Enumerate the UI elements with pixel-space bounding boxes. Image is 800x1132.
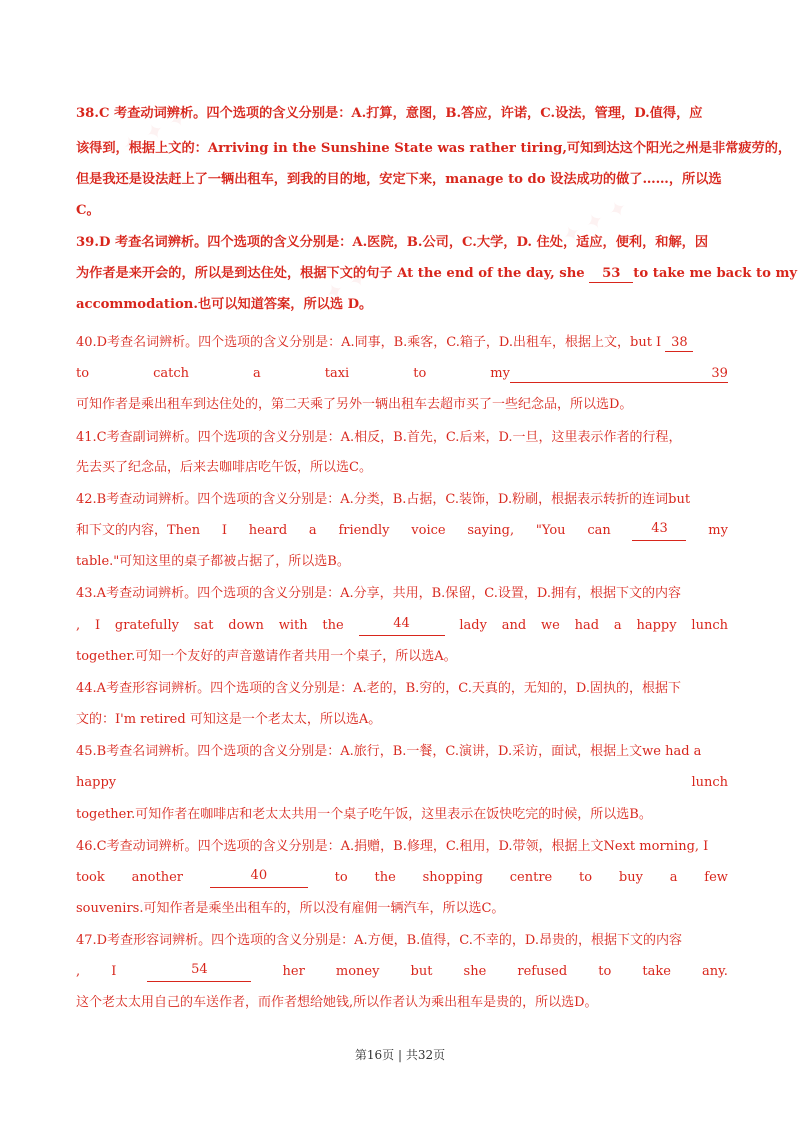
word: take bbox=[642, 964, 671, 979]
q39-text-b: to take me back to my bbox=[633, 266, 798, 281]
q45-line-1: 45.B考查名词辨析。四个选项的含义分别是：A.旅行，B.一餐，C.演讲，D.采访，面试，根据上文we had a bbox=[76, 744, 702, 759]
word: lady bbox=[459, 618, 487, 633]
word: and bbox=[501, 618, 527, 633]
word: to bbox=[413, 366, 427, 381]
word: I bbox=[111, 964, 117, 979]
q42-line-1: 42.B考查动词辨析。四个选项的含义分别是：A.分类，B.占据，C.装饰，D.粉刷，根据表示转折的连词but bbox=[76, 492, 691, 507]
word: catch bbox=[153, 366, 189, 381]
word: heard bbox=[248, 523, 288, 538]
word: "You bbox=[535, 523, 566, 538]
q40-line-3: 可知作者是乘出租车到达住处的，第二天乘了另外一辆出租车去超市买了一些纪念品，所以选D。 bbox=[76, 397, 633, 412]
answer-blank-44: 44 bbox=[359, 616, 445, 636]
word: a bbox=[613, 618, 622, 633]
answer-blank-38: 38 bbox=[665, 335, 693, 352]
q43-line-2 bbox=[76, 616, 728, 636]
word: money bbox=[335, 964, 380, 979]
q42-line-2 bbox=[76, 521, 728, 541]
answer-blank-39: 39 bbox=[510, 366, 728, 383]
page-number-footer: 第16页 | 共32页 bbox=[354, 1048, 446, 1062]
q46-line-3: souvenirs.可知作者是乘坐出租车的，所以没有雇佣一辆汽车，所以选C。 bbox=[76, 901, 505, 916]
word: we bbox=[541, 618, 560, 633]
word: refused bbox=[517, 964, 568, 979]
word: voice bbox=[411, 523, 446, 538]
word: the bbox=[322, 618, 344, 633]
word: to bbox=[598, 964, 612, 979]
q39-line-2 bbox=[76, 264, 798, 284]
q47-line-2 bbox=[76, 962, 728, 982]
word: taxi bbox=[324, 366, 350, 381]
word: happy bbox=[76, 775, 117, 790]
word: any. bbox=[701, 964, 728, 979]
word: , bbox=[76, 964, 81, 979]
q46-line-1: 46.C考查动词辨析。四个选项的含义分别是：A.捐赠，B.修理，C.租用，D.带领，根据上文Next morning, I bbox=[76, 839, 709, 854]
answer-blank-43: 43 bbox=[632, 521, 686, 541]
answer-blank-54: 54 bbox=[147, 962, 251, 982]
q39-line-3: accommodation.也可以知道答案，所以选 D。 bbox=[76, 297, 373, 312]
q46-line-2 bbox=[76, 868, 728, 888]
word: but bbox=[410, 964, 433, 979]
word: few bbox=[704, 870, 728, 885]
q47-line-1: 47.D考查形容词辨析。四个选项的含义分别是：A.方便，B.值得，C.不幸的，D.昂贵的，根据下文的内容 bbox=[76, 933, 683, 948]
q41-line-1: 41.C考查副词辨析。四个选项的含义分别是：A.相反，B.首先，C.后来，D.一旦，这里表示作者的行程， bbox=[76, 430, 682, 445]
q39-text-a: 为作者是来开会的，所以是到达住处，根据下文的句子 At the end of the day, she bbox=[76, 266, 585, 281]
word: friendly bbox=[338, 523, 390, 538]
q38-line-2: 该得到，根据上文的：Arriving in the Sunshine State was rather tiring,可知到达这个阳光之州是非常疲劳的， bbox=[76, 141, 792, 156]
word: to bbox=[76, 366, 90, 381]
word: a bbox=[308, 523, 317, 538]
q45-line-3: together.可知作者在咖啡店和老太太共用一个桌子吃午饭，这里表示在饭快吃完的时候，所以选B。 bbox=[76, 807, 652, 822]
word: happy bbox=[636, 618, 677, 633]
word: down bbox=[228, 618, 264, 633]
word: took bbox=[76, 870, 105, 885]
q47-line-3: 这个老太太用自己的车送作者，而作者想给她钱,所以作者认为乘出租车是贵的，所以选D。 bbox=[76, 995, 598, 1010]
q45-line-2 bbox=[76, 773, 728, 793]
word: my bbox=[708, 523, 728, 538]
word: saying, bbox=[467, 523, 515, 538]
word: lunch bbox=[691, 775, 728, 790]
word: with bbox=[278, 618, 308, 633]
q40-line-2 bbox=[76, 364, 728, 384]
word: can bbox=[587, 523, 611, 538]
q44-line-1: 44.A考查形容词辨析。四个选项的含义分别是：A.老的，B.穷的，C.天真的，无知的，D.固执的，根据下 bbox=[76, 681, 681, 696]
q40-text-a: 40.D考查名词辨析。四个选项的含义分别是：A.同事，B.乘客，C.箱子，D.出租车，根据上文，but I bbox=[76, 335, 662, 350]
q38-line-3: 但是我还是设法赶上了一辆出租车，到我的目的地，安定下来，manage to do 设法成功的做了……，所以选 bbox=[76, 172, 722, 187]
word: her bbox=[282, 964, 305, 979]
q41-line-2: 先去买了纪念品，后来去咖啡店吃午饭，所以选C。 bbox=[76, 460, 372, 475]
word: centre bbox=[509, 870, 553, 885]
word: a bbox=[252, 366, 261, 381]
word: gratefully bbox=[114, 618, 179, 633]
watermark: ✦ ✦ ✦ bbox=[558, 194, 633, 251]
word: I bbox=[94, 618, 101, 633]
q44-line-2: 文的：I'm retired 可知这是一个老太太，所以选A。 bbox=[76, 712, 382, 727]
q40-line-1 bbox=[76, 333, 728, 353]
answer-blank-40: 40 bbox=[210, 868, 308, 888]
word: buy bbox=[618, 870, 643, 885]
q38-line-1: 38.C 考查动词辨析。四个选项的含义分别是：A.打算，意图，B.答应，许诺，C.设法，管理，D.值得，应 bbox=[76, 106, 703, 121]
word: the bbox=[374, 870, 396, 885]
word: shopping bbox=[422, 870, 483, 885]
q43-line-3: together.可知一个友好的声音邀请作者共用一个桌子，所以选A。 bbox=[76, 649, 457, 664]
q38-line-4: C。 bbox=[76, 203, 100, 218]
watermark: ✦ ✦ ✦ bbox=[118, 104, 193, 161]
q43-line-1: 43.A考查动词辨析。四个选项的含义分别是：A.分享，共用，B.保留，C.设置，D.拥有，根据下文的内容 bbox=[76, 586, 681, 601]
watermark: ✦ ✦ ✦ bbox=[298, 264, 373, 321]
word: sat bbox=[193, 618, 214, 633]
word: lunch bbox=[691, 618, 728, 633]
word: to bbox=[334, 870, 348, 885]
word: another bbox=[131, 870, 184, 885]
q39-line-1: 39.D 考查名词辨析。四个选项的含义分别是：A.医院，B.公司，C.大学，D. 住处，适应，便利，和解，因 bbox=[76, 235, 709, 250]
word: 和下文的内容，Then bbox=[76, 523, 201, 538]
word: I bbox=[221, 523, 228, 538]
word: a bbox=[669, 870, 678, 885]
word: to bbox=[579, 870, 593, 885]
q42-line-3: table."可知这里的桌子都被占据了，所以选B。 bbox=[76, 554, 350, 569]
answer-blank-53: 53 bbox=[589, 266, 633, 283]
word: my 39 bbox=[490, 366, 728, 381]
word: had bbox=[574, 618, 600, 633]
word: , bbox=[76, 618, 81, 633]
word: she bbox=[463, 964, 487, 979]
